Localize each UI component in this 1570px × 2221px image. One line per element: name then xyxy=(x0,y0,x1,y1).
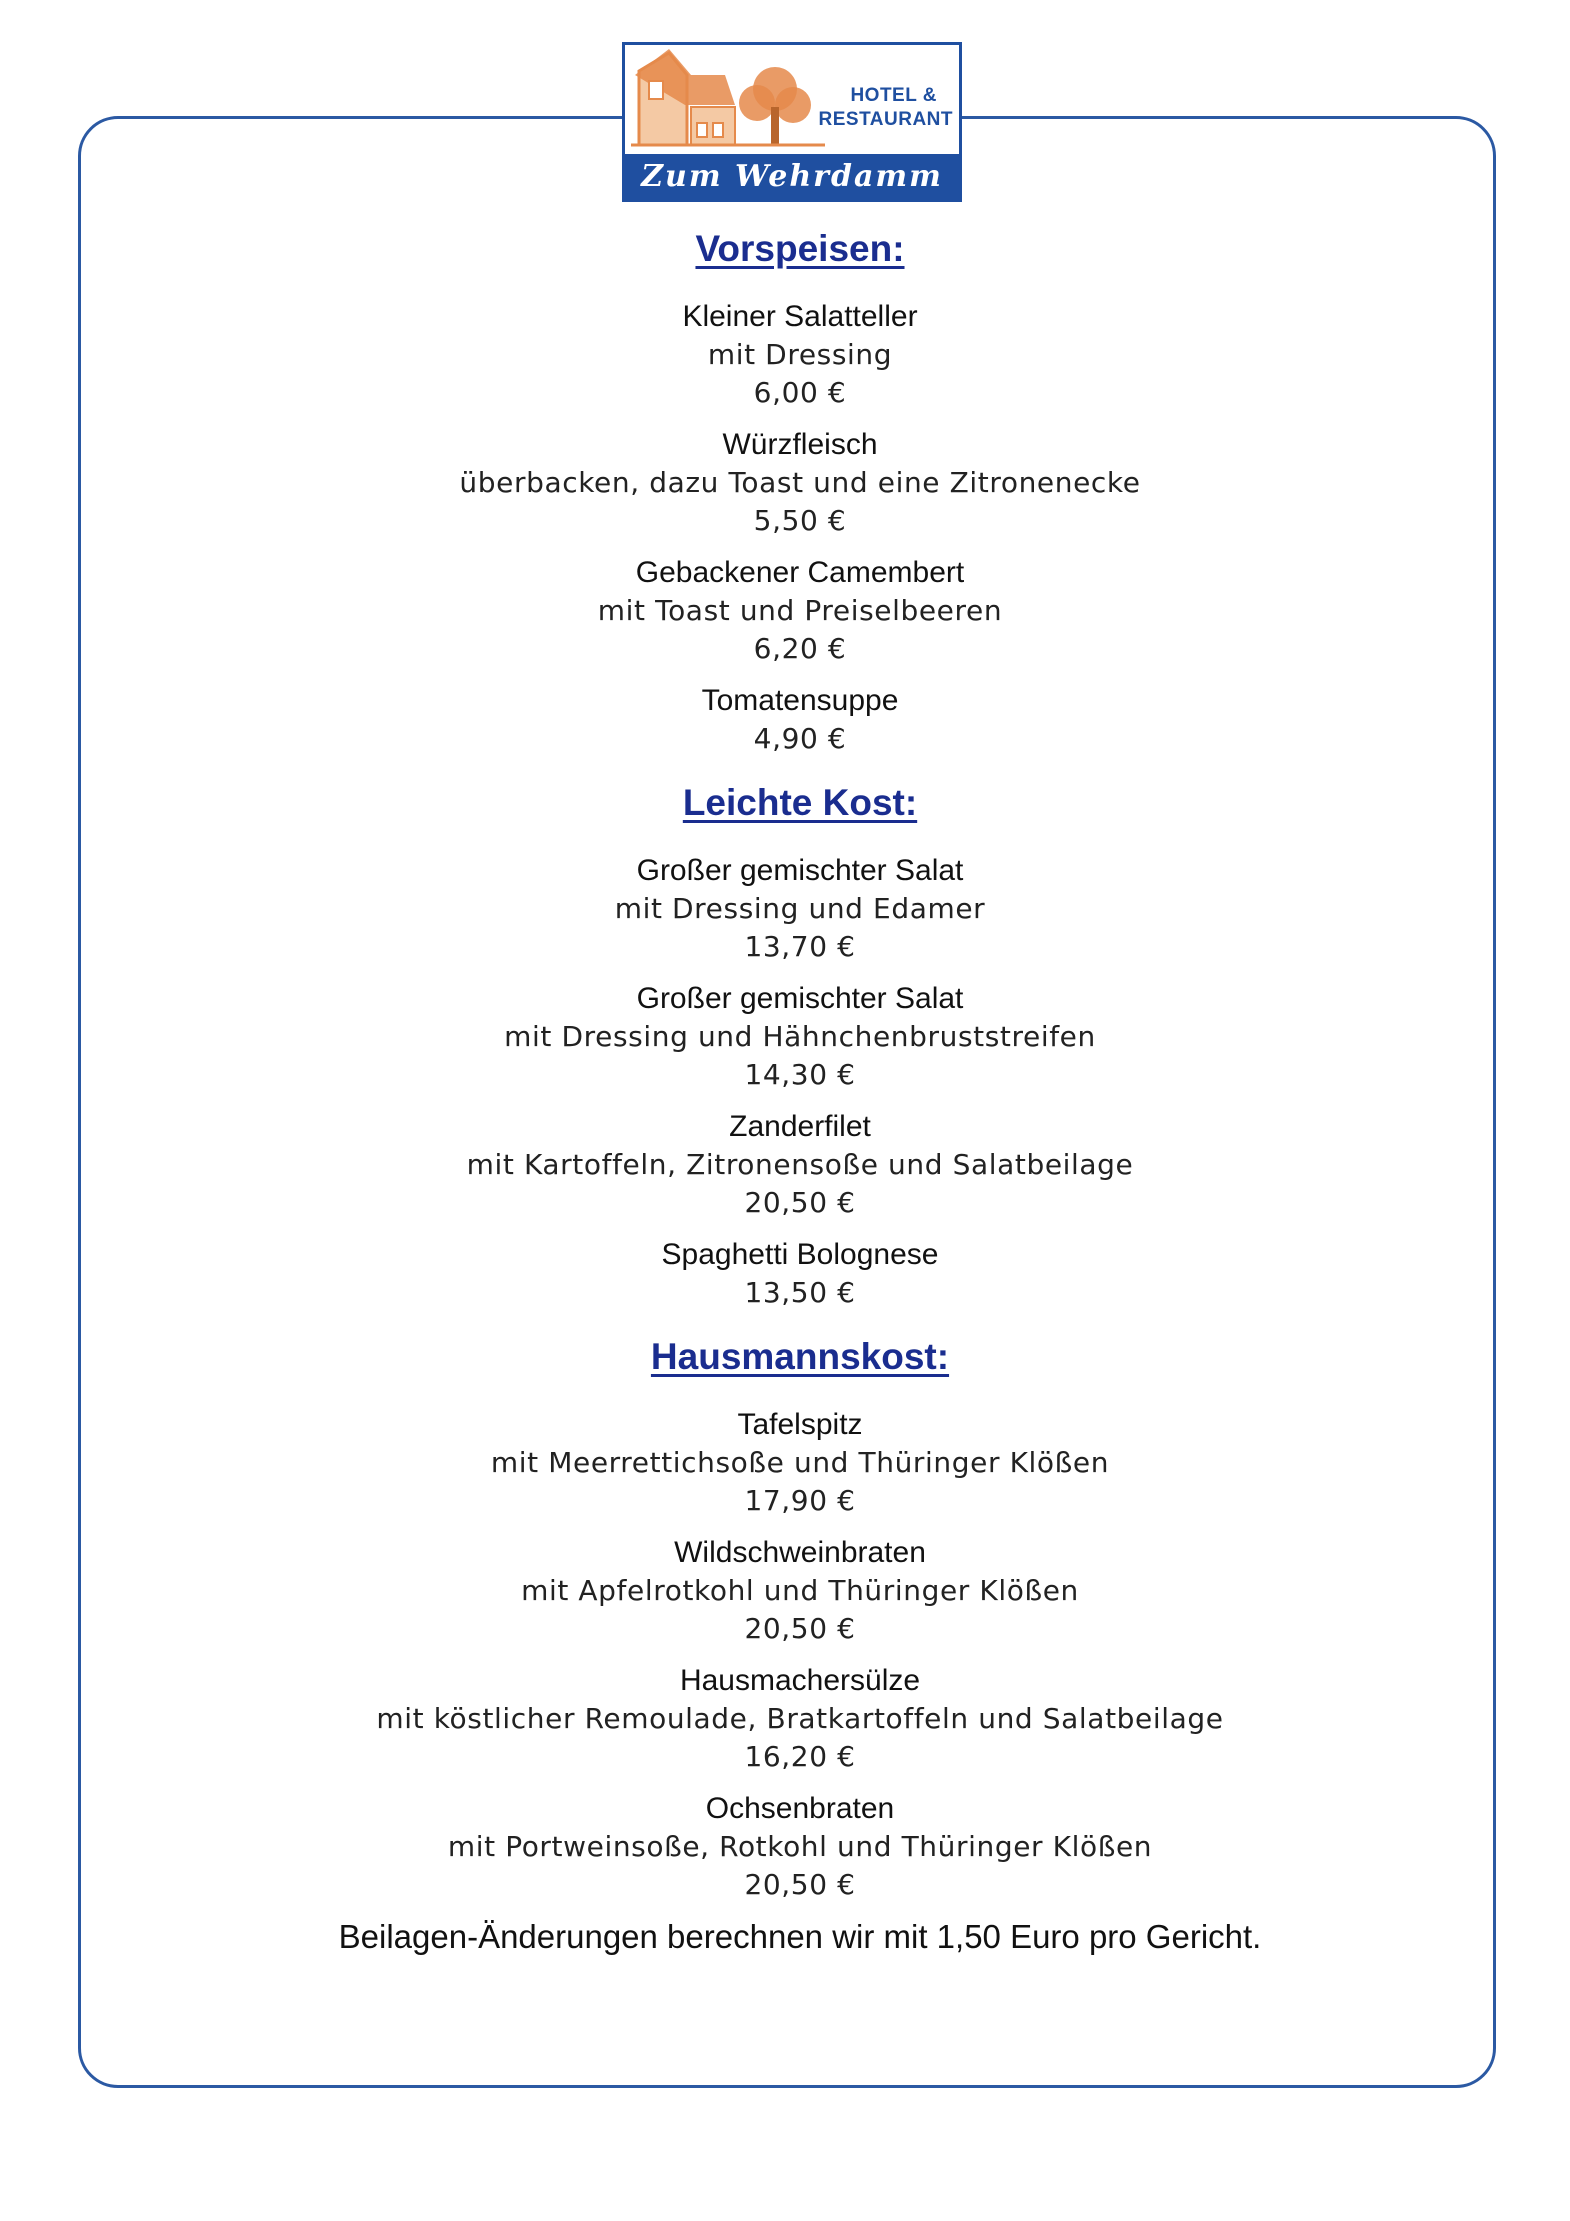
dish-name: Zanderfilet xyxy=(729,1110,871,1143)
menu-content xyxy=(0,228,1570,1928)
dish-name: Tomatensuppe xyxy=(701,684,899,717)
dish-price: 13,70 € xyxy=(744,930,856,963)
dish-price: 4,90 € xyxy=(753,722,847,755)
menu-item xyxy=(0,298,1570,412)
dish-description: mit Apfelrotkohl und Thüringer Klößen xyxy=(521,1574,1079,1607)
dish-name: Tafelspitz xyxy=(737,1408,863,1441)
dish-price: 13,50 € xyxy=(744,1276,856,1309)
dish-price: 20,50 € xyxy=(744,1612,856,1645)
dish-description: überbacken, dazu Toast und eine Zitronenecke xyxy=(459,466,1141,499)
section-heading: Hausmannskost: xyxy=(650,1336,950,1377)
menu-item xyxy=(0,426,1570,540)
section-heading: Vorspeisen: xyxy=(695,228,905,269)
menu-section xyxy=(0,782,1570,1312)
dish-name: Kleiner Salatteller xyxy=(682,300,918,333)
dish-name: Großer gemischter Salat xyxy=(636,982,964,1015)
menu-item xyxy=(0,1406,1570,1520)
dish-price: 17,90 € xyxy=(744,1484,856,1517)
menu-section xyxy=(0,1336,1570,1904)
menu-item xyxy=(0,1790,1570,1904)
menu-item xyxy=(0,1236,1570,1312)
dish-description: mit Meerrettichsoße und Thüringer Klößen xyxy=(490,1446,1110,1479)
dish-name: Spaghetti Bolognese xyxy=(661,1238,939,1271)
menu-item xyxy=(0,554,1570,668)
dish-name: Würzfleisch xyxy=(722,428,878,461)
dish-name: Gebackener Camembert xyxy=(635,556,965,589)
menu-item xyxy=(0,1108,1570,1222)
hotel-logo xyxy=(622,42,962,202)
dish-price: 14,30 € xyxy=(744,1058,856,1091)
dish-price: 20,50 € xyxy=(744,1868,856,1901)
dish-name: Hausmachersülze xyxy=(679,1664,921,1697)
dish-description: mit Portweinsoße, Rotkohl und Thüringer Klößen xyxy=(447,1830,1153,1863)
side-dish-change-note: Beilagen-Änderungen berechnen wir mit 1,50 Euro pro Gericht. xyxy=(338,1918,1262,1955)
dish-price: 6,20 € xyxy=(753,632,847,665)
menu-item xyxy=(0,1662,1570,1776)
dish-description: mit köstlicher Remoulade, Bratkartoffeln und Salatbeilage xyxy=(376,1702,1224,1735)
menu-item xyxy=(0,1534,1570,1648)
dish-description: mit Kartoffeln, Zitronensoße und Salatbeilage xyxy=(466,1148,1134,1181)
logo-hotel-text: HOTEL & xyxy=(850,85,937,106)
section-heading: Leichte Kost: xyxy=(682,782,918,823)
dish-description: mit Toast und Preiselbeeren xyxy=(597,594,1003,627)
menu-item xyxy=(0,682,1570,758)
dish-description: mit Dressing und Edamer xyxy=(614,892,986,925)
dish-name: Großer gemischter Salat xyxy=(636,854,964,887)
dish-description: mit Dressing und Hähnchenbruststreifen xyxy=(504,1020,1096,1053)
menu-item xyxy=(0,980,1570,1094)
dish-price: 20,50 € xyxy=(744,1186,856,1219)
dish-name: Wildschweinbraten xyxy=(674,1536,926,1569)
dish-price: 6,00 € xyxy=(753,376,847,409)
menu-item xyxy=(0,852,1570,966)
dish-price: 5,50 € xyxy=(753,504,847,537)
dish-price: 16,20 € xyxy=(744,1740,856,1773)
dish-name: Ochsenbraten xyxy=(705,1792,895,1825)
logo-restaurant-text: RESTAURANT xyxy=(818,109,953,130)
logo-name-band: Zum Wehrdamm xyxy=(625,154,959,199)
menu-section xyxy=(0,228,1570,758)
dish-description: mit Dressing xyxy=(707,338,893,371)
